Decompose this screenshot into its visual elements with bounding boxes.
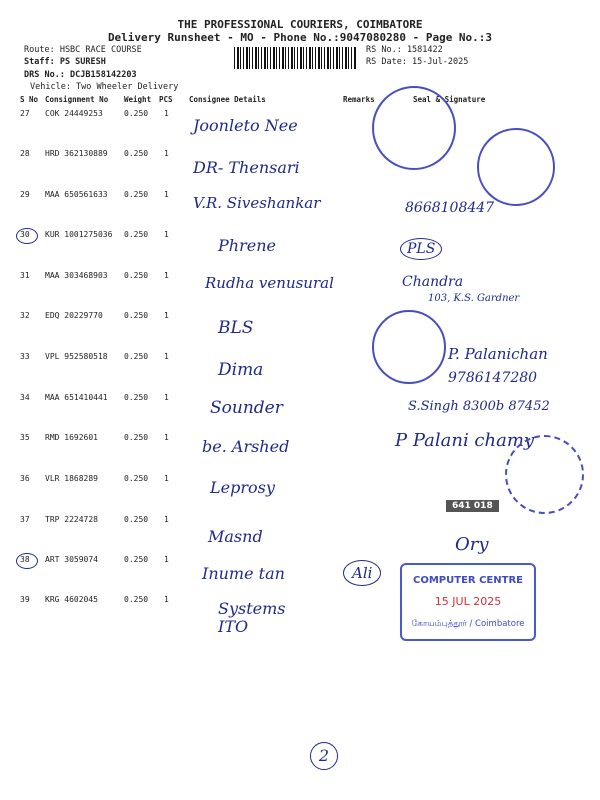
row-pcs: 1 [164, 555, 169, 564]
route-label: Route: HSBC RACE COURSE [24, 45, 142, 55]
row-consignment: MAA 651410441 [45, 393, 108, 402]
row-pcs: 1 [164, 190, 169, 199]
row-consignment: KRG 4602045 [45, 595, 98, 604]
row-consignment: HRD 362130889 [45, 149, 108, 158]
row-pcs: 1 [164, 109, 169, 118]
row-weight: 0.250 [124, 595, 149, 604]
row-weight: 0.250 [124, 109, 149, 118]
row-consignment: MAA 650561633 [45, 190, 108, 199]
handwritten-consignee: V.R. Siveshankar [193, 194, 321, 212]
handwritten-initials-30: PLS [400, 238, 442, 260]
row-sno: 37 [20, 515, 30, 524]
handwritten-phone-33: 9786147280 [448, 370, 538, 386]
row-sno: 39 [20, 595, 30, 604]
row-consignment: ART 3059074 [45, 555, 98, 564]
row-pcs: 1 [164, 352, 169, 361]
handwritten-consignee: DR- Thensari [193, 158, 300, 177]
col-consignment: Consignment No [45, 95, 109, 104]
row-weight: 0.250 [124, 190, 149, 199]
row-pcs: 1 [164, 393, 169, 402]
handwritten-initials-38: Ali [343, 560, 381, 586]
row-consignment: RMD 1692601 [45, 433, 98, 442]
company-title: THE PROFESSIONAL COURIERS, COIMBATORE [177, 18, 423, 31]
row-sno: 33 [20, 352, 30, 361]
col-weight: Weight [124, 95, 152, 104]
handwritten-consignee: Sounder [210, 398, 283, 418]
row-weight: 0.250 [124, 230, 149, 239]
row-pcs: 1 [164, 433, 169, 442]
handwritten-consignee: Masnd [208, 527, 263, 546]
row-sno: 30 [20, 230, 30, 239]
round-seal-stamp-33 [372, 310, 446, 384]
row-pcs: 1 [164, 474, 169, 483]
row-consignment: COK 24449253 [45, 109, 103, 118]
col-remarks: Remarks [343, 95, 375, 104]
col-pcs: PCS [159, 95, 173, 104]
rs-date: RS Date: 15-Jul-2025 [366, 57, 469, 67]
staff-label: Staff: PS SURESH [24, 57, 106, 67]
handwritten-consignee: BLS [218, 318, 254, 338]
row-pcs: 1 [164, 271, 169, 280]
row-sno: 35 [20, 433, 30, 442]
charity-trust-seal-stamp [477, 128, 555, 206]
vehicle-label: Vehicle: Two Wheeler Delivery [30, 82, 179, 92]
row-weight: 0.250 [124, 555, 149, 564]
col-sno: S No [20, 95, 39, 104]
row-consignment: TRP 2224728 [45, 515, 98, 524]
handwritten-consignee: be. Arshed [202, 437, 290, 456]
rs-number: RS No.: 1581422 [366, 45, 443, 55]
row-sno: 28 [20, 149, 30, 158]
row-pcs: 1 [164, 311, 169, 320]
col-signature: Seal & Signature [413, 95, 486, 104]
handwritten-signature-37: Ory [455, 534, 489, 555]
row-consignment: MAA 303468903 [45, 271, 108, 280]
row-pcs: 1 [164, 515, 169, 524]
row-weight: 0.250 [124, 271, 149, 280]
drs-label: DRS No.: DCJB158142203 [24, 70, 137, 80]
handwritten-consignee: Joonleto Nee [193, 116, 298, 135]
row-sno: 27 [20, 109, 30, 118]
row-pcs: 1 [164, 149, 169, 158]
row-weight: 0.250 [124, 433, 149, 442]
handwritten-name-33: P. Palanichan [448, 345, 548, 363]
runsheet-subtitle: Delivery Runsheet - MO - Phone No.:9047080280 - Page No.:3 [107, 31, 493, 44]
stamp-date: 15 JUL 2025 [434, 595, 502, 608]
row-sno: 36 [20, 474, 30, 483]
row-sno: 31 [20, 271, 30, 280]
handwritten-address-31: 103, K.S. Gardner [428, 293, 520, 304]
handwritten-consignee: Phrene [218, 236, 276, 255]
handwritten-page-number: 2 [310, 742, 338, 770]
handwritten-consignee: Inume tan [202, 564, 285, 583]
row-pcs: 1 [164, 230, 169, 239]
address-stamp-pin: 641 018 [446, 500, 499, 512]
row-sno: 32 [20, 311, 30, 320]
handwritten-consignee: Leprosy [210, 478, 275, 497]
round-seal-stamp-36 [505, 435, 584, 514]
row-sno: 34 [20, 393, 30, 402]
row-weight: 0.250 [124, 149, 149, 158]
computer-centre-stamp [400, 563, 536, 641]
computer-centre-label: COMPUTER CENTRE [413, 575, 523, 586]
row-consignment: VLR 1868289 [45, 474, 98, 483]
row-consignment: KUR 1001275036 [45, 230, 113, 239]
stamp-city: கோயம்புத்தூர் / Coimbatore [411, 619, 525, 629]
handwritten-consignee: Systems ITO [218, 599, 286, 636]
handwritten-name-35: P Palani chamy [395, 430, 535, 451]
row-weight: 0.250 [124, 352, 149, 361]
row-weight: 0.250 [124, 474, 149, 483]
row-weight: 0.250 [124, 393, 149, 402]
handwritten-remark-31: Chandra [402, 274, 464, 290]
row-pcs: 1 [164, 595, 169, 604]
barcode [234, 47, 356, 69]
row-consignment: VPL 952580518 [45, 352, 108, 361]
round-seal-stamp [372, 86, 456, 170]
row-consignment: EDQ 20229770 [45, 311, 103, 320]
handwritten-consignee: Dima [218, 360, 264, 380]
row-weight: 0.250 [124, 515, 149, 524]
row-sno: 38 [20, 555, 30, 564]
handwritten-consignee: Rudha venusural [205, 274, 334, 292]
row-sno: 29 [20, 190, 30, 199]
handwritten-phone-34: S.Singh 8300b 87452 [408, 399, 550, 414]
row-weight: 0.250 [124, 311, 149, 320]
handwritten-phone-29: 8668108447 [405, 200, 495, 216]
col-consignee: Consignee Details [189, 95, 266, 104]
